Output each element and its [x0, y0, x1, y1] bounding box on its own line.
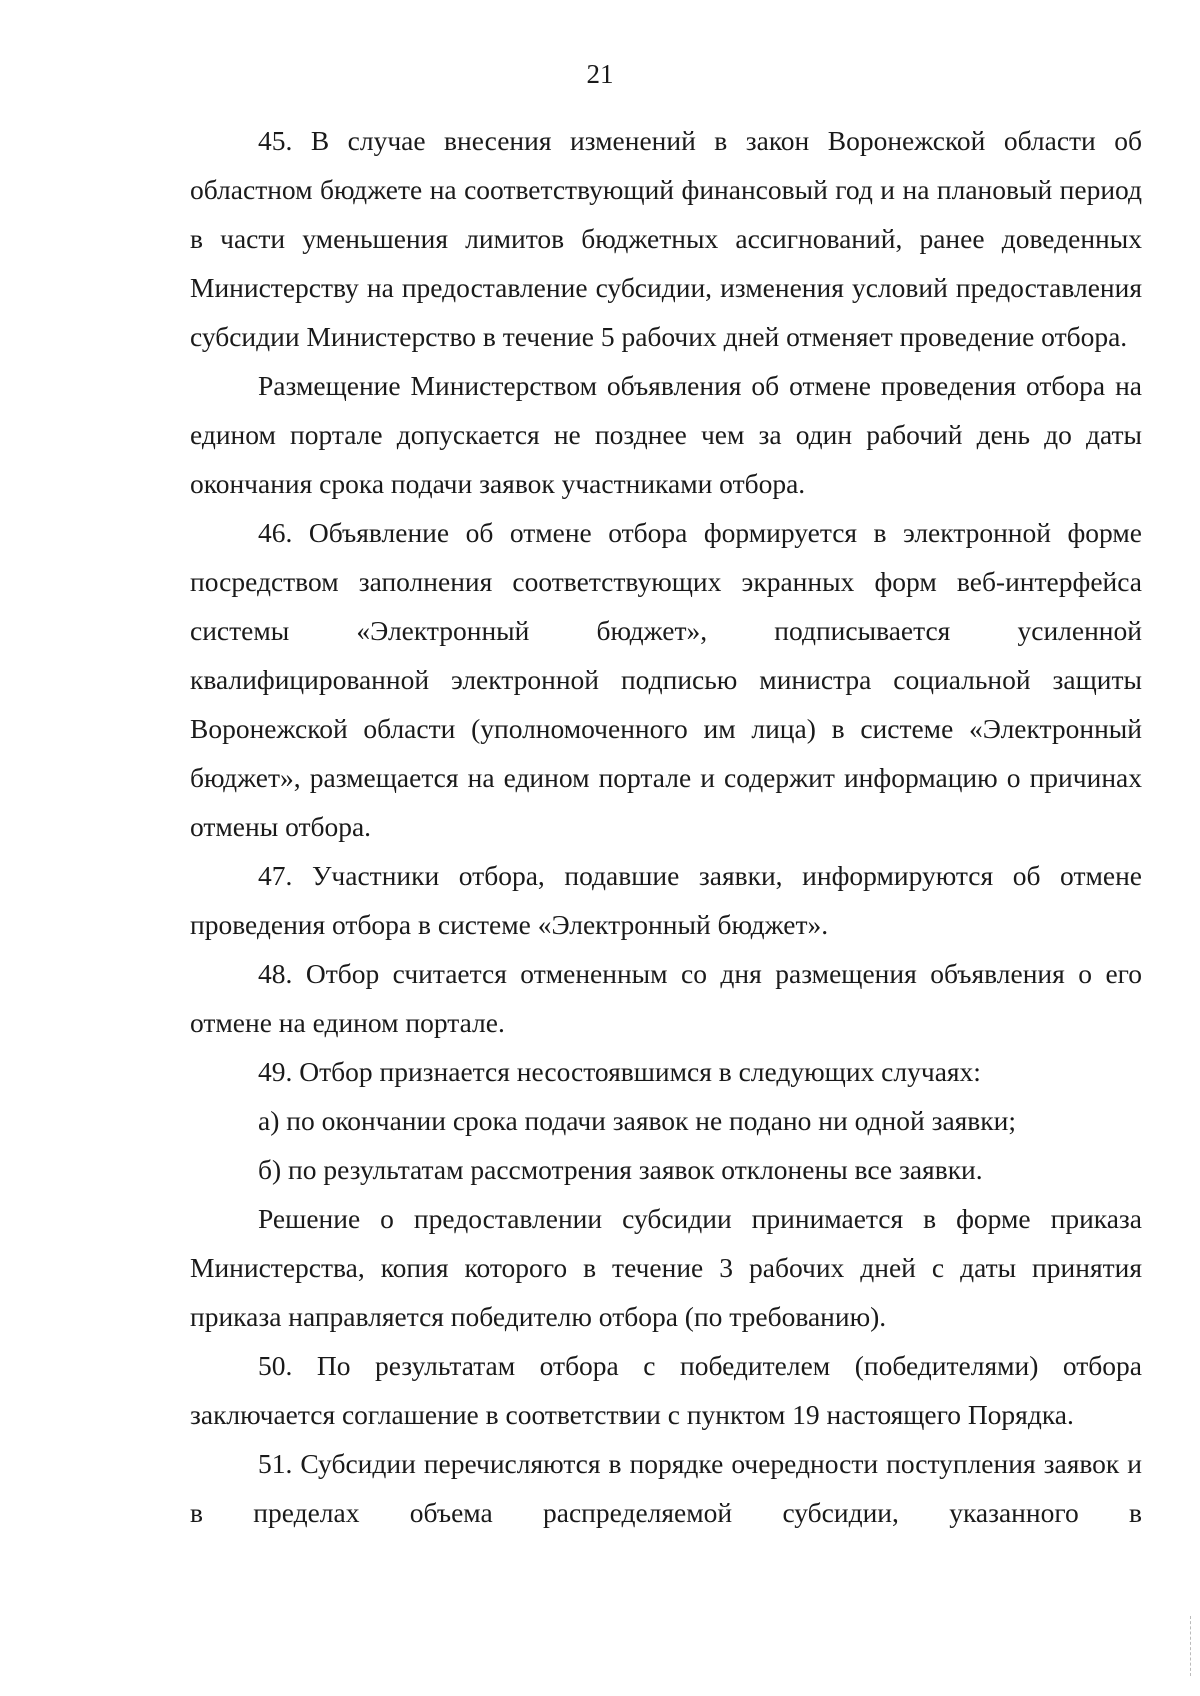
paragraph-50: 50. По результатам отбора с победителем (победителями) отбора заключается соглашение в соответствии с пунктом 19 настоящего Порядка.: [190, 1350, 1142, 1430]
paragraph-47: 47. Участники отбора, подавшие заявки, информируются об отмене проведения отбора в системе «Электронный бюджет».: [190, 860, 1142, 940]
paragraph-46: 46. Объявление об отмене отбора формируется в электронной форме посредством заполнения соответствующих экранных форм веб-интерфейса системы «Электронный бюджет», подписывается усиленной квалифицированной электронной подписью министра социальной защиты Воронежской области (уполномоченного им лица) в системе «Электронный бюджет», размещается на едином портале и содержит информацию о причинах отмены отбора.: [190, 517, 1142, 842]
paragraph-45-notice: Размещение Министерством объявления об отмене проведения отбора на едином портале допускается не позднее чем за один рабочий день до даты окончания срока подачи заявок участниками отбора.: [190, 370, 1142, 499]
paragraph-51: 51. Субсидии перечисляются в порядке очередности поступления заявок и в пределах объема распределяемой субсидии, указанного в: [190, 1448, 1142, 1528]
paragraph-45: 45. В случае внесения изменений в закон Воронежской области об областном бюджете на соответствующий финансовый год и на плановый период в части уменьшения лимитов бюджетных ассигнований, ранее доведенных Министерству на предоставление субсидии, изменения условий предоставления субсидии Министерство в течение 5 рабочих дней отменяет проведение отбора.: [190, 125, 1142, 352]
paragraph-49-item-b: б) по результатам рассмотрения заявок отклонены все заявки.: [258, 1154, 983, 1185]
document-body: [190, 116, 1142, 1537]
paragraph-48: 48. Отбор считается отмененным со дня размещения объявления о его отмене на едином портале.: [190, 958, 1142, 1038]
paragraph-49-decision: Решение о предоставлении субсидии принимается в форме приказа Министерства, копия которого в течение 3 рабочих дней с даты принятия приказа направляется победителю отбора (по требованию).: [190, 1203, 1142, 1332]
paragraph-49: 49. Отбор признается несостоявшимся в следующих случаях:: [258, 1056, 981, 1087]
paragraph-49-item-a: а) по окончании срока подачи заявок не подано ни одной заявки;: [258, 1105, 1016, 1136]
page-number: 21: [586, 59, 614, 89]
scan-margin-mark: [1190, 1616, 1192, 1676]
